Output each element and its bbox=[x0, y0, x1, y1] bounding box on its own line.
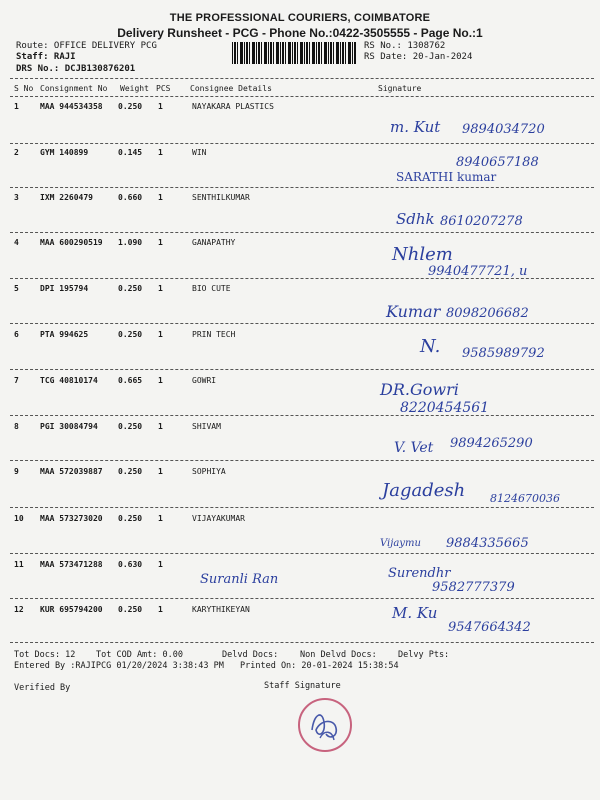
barcode-icon bbox=[232, 42, 356, 64]
row-11-consignment: MAA 573471288 bbox=[40, 560, 103, 569]
row-12-consignment: KUR 695794200 bbox=[40, 605, 103, 614]
row-7-signature: DR.Gowri bbox=[380, 380, 459, 399]
row-6-pcs: 1 bbox=[158, 330, 163, 339]
drs-number: DRS No.: DCJB130876201 bbox=[16, 64, 136, 74]
col-weight: Weight bbox=[120, 84, 149, 93]
row-2-signature: SARATHI kumar bbox=[396, 170, 497, 184]
row-8-consignee: SHIVAM bbox=[192, 422, 221, 431]
delivery-points: Delvy Pts: bbox=[398, 650, 450, 660]
route-label: Route: OFFICE DELIVERY PCG bbox=[16, 41, 157, 51]
staff-label: Staff: RAJI bbox=[16, 52, 76, 62]
row-12-weight: 0.250 bbox=[118, 605, 143, 614]
row-11-phone: 9582777379 bbox=[432, 580, 515, 595]
row-divider bbox=[10, 507, 594, 508]
row-divider bbox=[10, 598, 594, 599]
row-3-consignee: SENTHILKUMAR bbox=[192, 193, 250, 202]
row-11-consignee-signature: Suranli Ran bbox=[200, 572, 279, 587]
rs-date: RS Date: 20-Jan-2024 bbox=[364, 52, 473, 62]
rs-number: RS No.: 1308762 bbox=[364, 41, 446, 51]
row-8-pcs: 1 bbox=[158, 422, 163, 431]
row-10-phone: 9884335665 bbox=[446, 536, 529, 551]
row-6-phone: 9585989792 bbox=[462, 346, 545, 361]
row-5-consignee: BIO CUTE bbox=[192, 284, 231, 293]
row-divider bbox=[10, 278, 594, 279]
company-title: THE PROFESSIONAL COURIERS, COIMBATORE bbox=[169, 12, 431, 24]
row-12-phone: 9547664342 bbox=[448, 620, 531, 635]
col-consignment: Consignment No bbox=[40, 84, 108, 93]
row-10-weight: 0.250 bbox=[118, 514, 143, 523]
row-9-weight: 0.250 bbox=[118, 467, 143, 476]
staff-signature-label: Staff Signature bbox=[264, 681, 341, 691]
row-1-pcs: 1 bbox=[158, 102, 163, 111]
row-5-weight: 0.250 bbox=[118, 284, 143, 293]
row-12-consignee: KARYTHIKEYAN bbox=[192, 605, 250, 614]
row-divider bbox=[10, 369, 594, 370]
row-2-pcs: 1 bbox=[158, 148, 163, 157]
col-signature: Signature bbox=[378, 84, 422, 93]
row-4-phone: 9940477721, u bbox=[428, 264, 528, 279]
row-1-weight: 0.250 bbox=[118, 102, 143, 111]
row-11-pcs: 1 bbox=[158, 560, 163, 569]
total-docs: Tot Docs: 12 bbox=[14, 650, 76, 660]
row-1-consignee: NAYAKARA PLASTICS bbox=[192, 102, 274, 111]
row-7-weight: 0.665 bbox=[118, 376, 143, 385]
row-10-signature: Vijaymu bbox=[380, 538, 421, 549]
row-9-sno: 9 bbox=[14, 467, 19, 476]
row-4-signature: Nhlem bbox=[392, 244, 453, 265]
col-consignee: Consignee Details bbox=[190, 84, 272, 93]
row-11-signature: Surendhr bbox=[388, 566, 451, 581]
row-8-sno: 8 bbox=[14, 422, 19, 431]
row-divider bbox=[10, 553, 594, 554]
row-divider bbox=[10, 460, 594, 461]
row-7-consignment: TCG 40810174 bbox=[40, 376, 98, 385]
row-4-consignee: GANAPATHY bbox=[192, 238, 236, 247]
row-2-consignee: WIN bbox=[192, 148, 207, 157]
row-12-pcs: 1 bbox=[158, 605, 163, 614]
row-3-signature: Sdhk bbox=[396, 210, 435, 228]
row-9-pcs: 1 bbox=[158, 467, 163, 476]
row-7-phone: 8220454561 bbox=[400, 400, 490, 416]
row-1-phone: 9894034720 bbox=[462, 122, 545, 137]
row-9-phone: 8124670036 bbox=[490, 492, 560, 505]
row-1-sno: 1 bbox=[14, 102, 19, 111]
row-8-weight: 0.250 bbox=[118, 422, 143, 431]
row-5-sno: 5 bbox=[14, 284, 19, 293]
row-6-consignment: PTA 994625 bbox=[40, 330, 89, 339]
row-4-weight: 1.090 bbox=[118, 238, 143, 247]
row-4-consignment: MAA 600290519 bbox=[40, 238, 103, 247]
row-5-consignment: DPI 195794 bbox=[40, 284, 89, 293]
row-12-signature: M. Ku bbox=[392, 604, 438, 622]
verified-by-label: Verified By bbox=[14, 683, 71, 693]
row-6-signature: N. bbox=[420, 336, 441, 357]
delivered-docs: Delvd Docs: bbox=[222, 650, 279, 660]
row-8-phone: 9894265290 bbox=[450, 436, 533, 451]
row-7-sno: 7 bbox=[14, 376, 19, 385]
row-3-pcs: 1 bbox=[158, 193, 163, 202]
staff-stamp-icon bbox=[298, 698, 352, 752]
row-1-signature: m. Kut bbox=[390, 118, 441, 136]
row-2-consignment: GYM 140899 bbox=[40, 148, 89, 157]
row-7-pcs: 1 bbox=[158, 376, 163, 385]
col-sno: S No bbox=[14, 84, 34, 93]
row-8-signature: V. Vet bbox=[394, 440, 434, 456]
non-delivered-docs: Non Delvd Docs: bbox=[300, 650, 377, 660]
row-4-pcs: 1 bbox=[158, 238, 163, 247]
row-6-consignee: PRIN TECH bbox=[192, 330, 236, 339]
header-rule-top bbox=[10, 78, 594, 79]
col-pcs: PCS bbox=[156, 84, 171, 93]
row-11-weight: 0.630 bbox=[118, 560, 143, 569]
row-12-sno: 12 bbox=[14, 605, 24, 614]
runsheet-subtitle: Delivery Runsheet - PCG - Phone No.:0422-3505555 - Page No.:1 bbox=[117, 26, 483, 40]
row-divider bbox=[10, 143, 594, 144]
entered-by: Entered By :RAJIPCG 01/20/2024 3:38:43 PM bbox=[14, 661, 224, 671]
table-bottom-rule bbox=[10, 642, 594, 643]
row-9-consignee: SOPHIYA bbox=[192, 467, 226, 476]
row-9-signature: Jagadesh bbox=[382, 480, 466, 501]
row-6-weight: 0.250 bbox=[118, 330, 143, 339]
row-7-consignee: GOWRI bbox=[192, 376, 217, 385]
total-cod-amount: Tot COD Amt: 0.00 bbox=[96, 650, 183, 660]
row-5-pcs: 1 bbox=[158, 284, 163, 293]
row-2-phone: 8940657188 bbox=[456, 155, 539, 170]
row-1-consignment: MAA 944534358 bbox=[40, 102, 103, 111]
row-4-sno: 4 bbox=[14, 238, 19, 247]
row-10-pcs: 1 bbox=[158, 514, 163, 523]
header-rule-bottom bbox=[10, 96, 594, 97]
row-3-sno: 3 bbox=[14, 193, 19, 202]
row-10-sno: 10 bbox=[14, 514, 24, 523]
row-2-sno: 2 bbox=[14, 148, 19, 157]
row-5-signature: Kumar bbox=[386, 302, 441, 321]
row-6-sno: 6 bbox=[14, 330, 19, 339]
printed-on: Printed On: 20-01-2024 15:38:54 bbox=[240, 661, 399, 671]
row-3-weight: 0.660 bbox=[118, 193, 143, 202]
row-divider bbox=[10, 323, 594, 324]
row-5-phone: 8098206682 bbox=[446, 306, 529, 321]
row-3-consignment: IXM 2260479 bbox=[40, 193, 93, 202]
row-11-sno: 11 bbox=[14, 560, 24, 569]
row-2-weight: 0.145 bbox=[118, 148, 143, 157]
row-divider bbox=[10, 187, 594, 188]
row-3-phone: 8610207278 bbox=[440, 214, 523, 229]
row-divider bbox=[10, 232, 594, 233]
row-9-consignment: MAA 572039887 bbox=[40, 467, 103, 476]
row-8-consignment: PGI 30084794 bbox=[40, 422, 98, 431]
row-10-consignee: VIJAYAKUMAR bbox=[192, 514, 245, 523]
row-divider bbox=[10, 415, 594, 416]
row-10-consignment: MAA 573273020 bbox=[40, 514, 103, 523]
